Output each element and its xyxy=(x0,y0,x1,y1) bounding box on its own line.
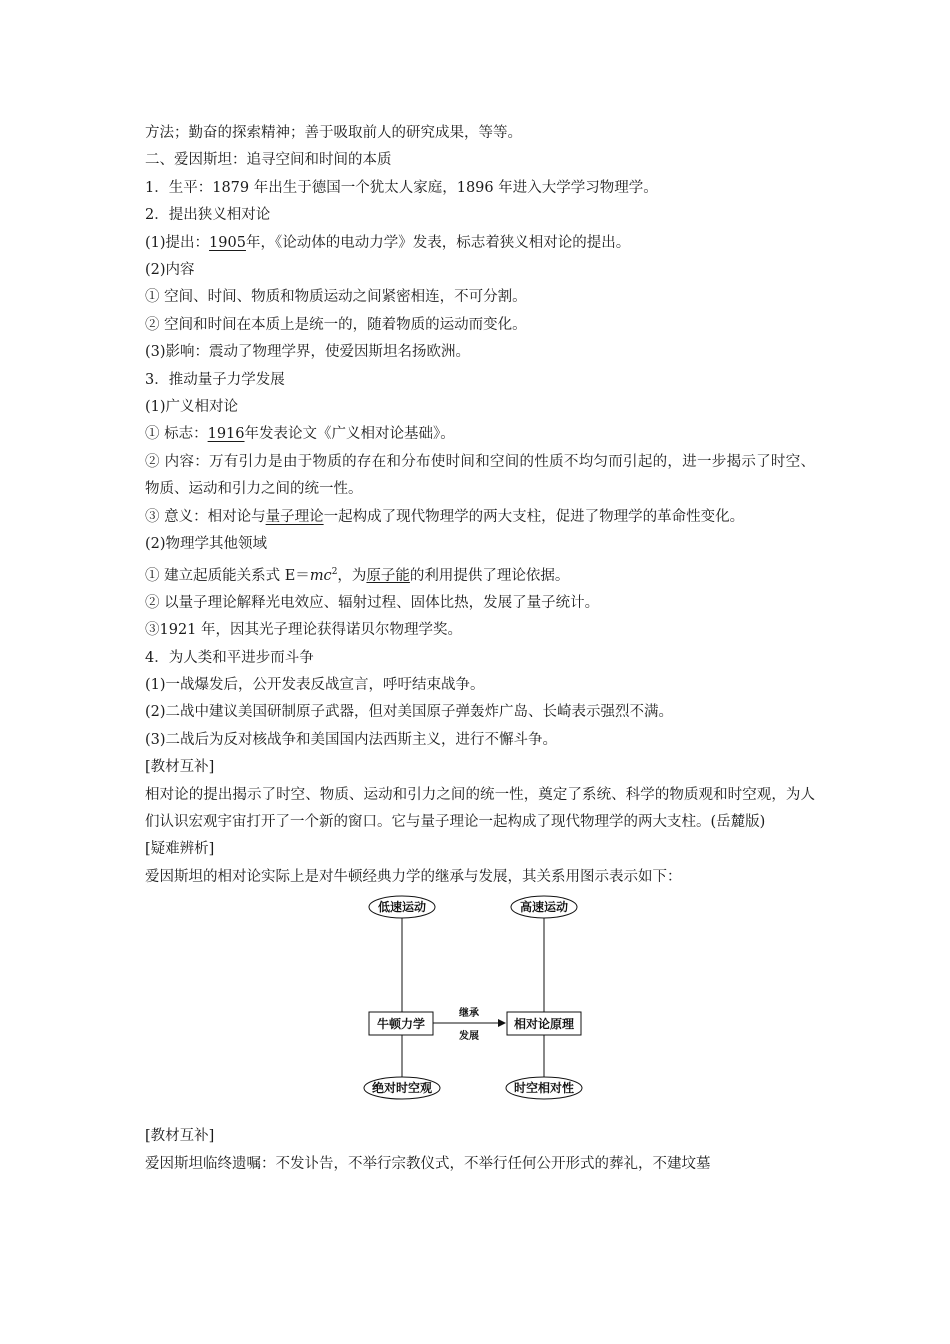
text-line: 爱因斯坦的相对论实际上是对牛顿经典力学的继承与发展，其关系用图示表示如下： xyxy=(145,868,682,885)
text-line xyxy=(145,421,815,448)
text-line: ③1921 年，因其光子理论获得诺贝尔物理学奖。 xyxy=(145,622,463,639)
formula-mc: mc xyxy=(309,567,332,584)
bracket-heading: [疑难辨析] xyxy=(145,841,215,858)
text-span: 一起构成了现代物理学的两大支柱，促进了物理学的革命性变化。 xyxy=(323,508,745,525)
section-heading: 二、爱因斯坦：追寻空间和时间的本质 xyxy=(145,152,392,169)
text-span: ，为 xyxy=(337,567,367,584)
text-line: (1)广义相对论 xyxy=(145,399,239,416)
diagram-svg xyxy=(355,895,605,1123)
inherit-label: 继承 xyxy=(459,1008,479,1020)
text-line: (2)内容 xyxy=(145,262,195,279)
text-line: (3)二战后为反对核战争和美国国内法西斯主义，进行不懈斗争。 xyxy=(145,731,558,748)
bracket-heading: [教材互补] xyxy=(145,759,215,776)
text-span: ① 标志： xyxy=(145,426,208,443)
formula-exponent: 2 xyxy=(331,566,338,577)
text-span: ③ 意义：相对论与 xyxy=(145,508,266,525)
text-span: ① 建立起质能关系式 E＝ xyxy=(145,567,310,584)
text-line: ② 以量子理论解释光电效应、辐射过程、固体比热，发展了量子统计。 xyxy=(145,594,600,611)
text-line: 爱因斯坦临终遗嘱：不发讣告，不举行宗教仪式，不举行任何公开形式的葬礼，不建坟墓 xyxy=(145,1155,711,1172)
develop-label: 发展 xyxy=(459,1031,479,1043)
newton-label: 牛顿力学 xyxy=(376,1017,426,1032)
underlined-year: 1905 xyxy=(209,234,246,251)
text-line: 1．生平：1879 年出生于德国一个犹太人家庭，1896 年进入大学学习物理学。 xyxy=(145,179,658,196)
subsection-heading: 3．推动量子力学发展 xyxy=(145,371,285,388)
text-span: 年，《论动体的电动力学》发表，标志着狭义相对论的提出。 xyxy=(245,234,631,251)
relative-label: 时空相对性 xyxy=(513,1081,575,1096)
subsection-heading: 2．提出狭义相对论 xyxy=(145,207,271,224)
text-line xyxy=(145,230,815,257)
relativity-label: 相对论原理 xyxy=(513,1017,575,1032)
text-line: (2)物理学其他领域 xyxy=(145,536,268,553)
text-span: 的利用提供了理论依据。 xyxy=(409,567,570,584)
text-line: (2)二战中建议美国研制原子武器，但对美国原子弹轰炸广岛、长崎表示强烈不满。 xyxy=(145,704,674,721)
text-span: (1)提出： xyxy=(145,234,210,251)
text-line: 方法；勤奋的探索精神；善于吸取前人的研究成果，等等。 xyxy=(145,125,522,141)
text-paragraph: ② 内容：万有引力是由于物质的存在和分布使时间和空间的性质不均匀而引起的，进一步揭示了时空、物质、运动和引力之间的统一性。 xyxy=(145,453,815,498)
underlined-term: 原子能 xyxy=(366,567,410,584)
text-paragraph xyxy=(145,504,815,531)
underlined-year: 1916 xyxy=(207,426,245,443)
text-span: 年发表论文《广义相对论基础》。 xyxy=(244,426,455,443)
bracket-heading: [教材互补] xyxy=(145,1128,215,1145)
high-speed-label: 高速运动 xyxy=(519,900,569,915)
text-line: ② 空间和时间在本质上是统一的，随着物质的运动而变化。 xyxy=(145,316,527,333)
subsection-heading: 4．为人类和平进步而斗争 xyxy=(145,649,314,666)
text-paragraph: 相对论的提出揭示了时空、物质、运动和引力之间的统一性，奠定了系统、科学的物质观和时空观，为人们认识宏观宇宙打开了一个新的窗口。它与量子理论一起构成了现代物理学的两大支柱。(岳麓版) xyxy=(145,786,815,830)
text-line xyxy=(145,559,815,590)
underlined-term: 量子理论 xyxy=(265,508,324,525)
absolute-label: 绝对时空观 xyxy=(371,1081,433,1096)
text-line: (1)一战爆发后，公开发表反战宣言，呼吁结束战争。 xyxy=(145,676,485,693)
text-line: ① 空间、时间、物质和物质运动之间紧密相连，不可分割。 xyxy=(145,289,527,306)
relationship-diagram xyxy=(145,895,815,1123)
low-speed-label: 低速运动 xyxy=(377,900,427,915)
document-body xyxy=(145,120,815,1178)
text-line: (3)影响：震动了物理学界，使爱因斯坦名扬欧洲。 xyxy=(145,344,471,361)
